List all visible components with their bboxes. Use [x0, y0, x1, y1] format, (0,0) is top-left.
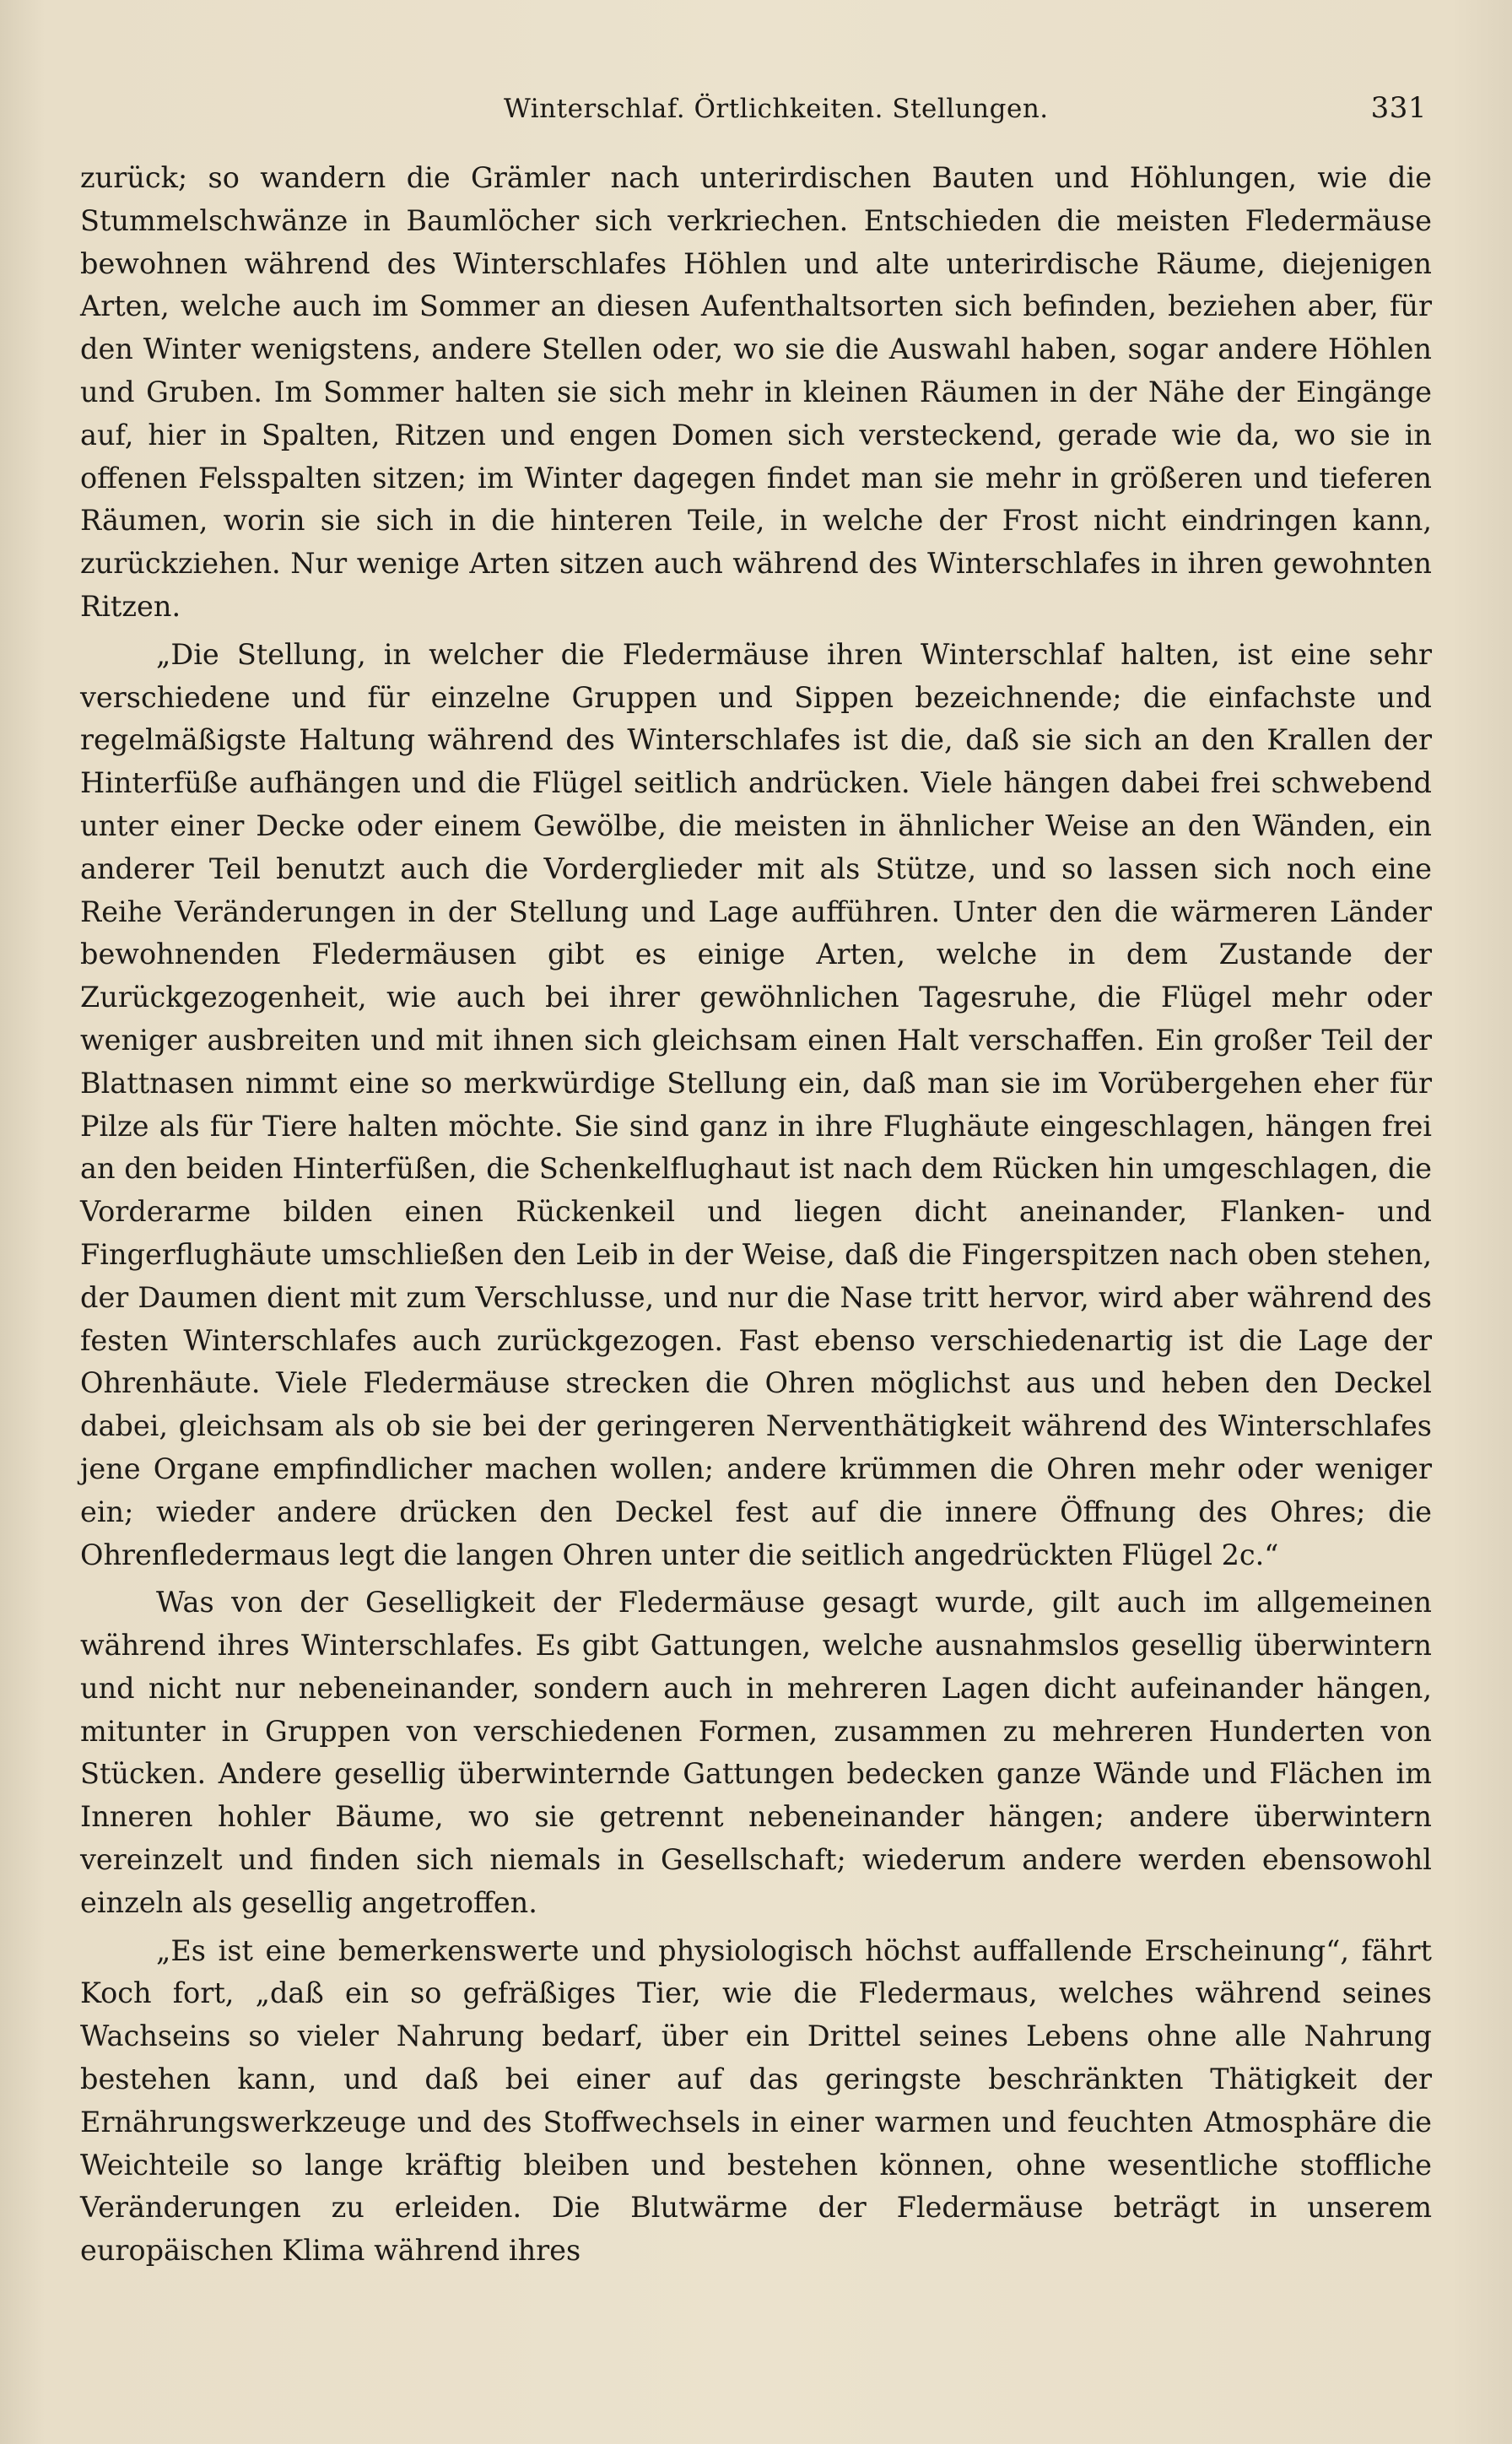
page-header [80, 91, 1432, 135]
paragraph-1: zurück; so wandern die Grämler nach unterirdischen Bauten und Höhlungen, wie die Stummelschwänze in Baumlöcher sich verkriechen. Entschieden die meisten Fledermäuse bewohnen während des Winterschlafes Höhlen und alte unterirdische Räume, diejenigen Arten, welche auch im Sommer an diesen Aufenthaltsorten sich befinden, beziehen aber, für den Winter wenigstens, andere Stellen oder, wo sie die Auswahl haben, sogar andere Höhlen und Gruben. Im Sommer halten sie sich mehr in kleinen Räumen in der Nähe der Eingänge auf, hier in Spalten, Ritzen und engen Domen sich versteckend, gerade wie da, wo sie in offenen Felsspalten sitzen; im Winter dagegen findet man sie mehr in größeren und tieferen Räumen, worin sie sich in die hinteren Teile, in welche der Frost nicht eindringen kann, zurückziehen. Nur wenige Arten sitzen auch während des Winterschlafes in ihren gewohnten Ritzen. [80, 161, 1432, 623]
running-head: Winterschlaf. Örtlichkeiten. Stellungen. [503, 94, 1049, 124]
page-number: 331 [1370, 91, 1427, 125]
paragraph-4: „Es ist eine bemerkenswerte und physiologisch höchst auffallende Erscheinung“, fährt Koch fort, „daß ein so gefräßiges Tier, wie die Fledermaus, welches während seines Wachseins so vieler Nahrung bedarf, über ein Drittel seines Lebens ohne alle Nahrung bestehen kann, und daß bei einer auf das geringste beschränkten Thätigkeit der Ernährungswerkzeuge und des Stoffwechsels in einer warmen und feuchten Atmosphäre die Weichteile so lange kräftig bleiben und bestehen können, ohne wesentliche stoffliche Veränderungen zu erleiden. Die Blutwärme der Fledermäuse beträgt in unserem europäischen Klima während ihres [80, 1933, 1432, 2268]
paragraph-3: Was von der Geselligkeit der Fledermäuse gesagt wurde, gilt auch im allgemeinen während ihres Winterschlafes. Es gibt Gattungen, welche ausnahmslos gesellig überwintern und nicht nur nebeneinander, sondern auch in mehreren Lagen dicht aufeinander hängen, mitunter in Gruppen von verschiedenen Formen, zusammen zu mehreren Hunderten von Stücken. Andere gesellig überwinternde Gattungen bedecken ganze Wände und Flächen im Inneren hohler Bäume, wo sie getrennt nebeneinander hängen; andere überwintern vereinzelt und finden sich niemals in Gesellschaft; wiederum andere werden ebensowohl einzeln als gesellig angetroffen. [80, 1586, 1432, 1919]
paragraph-2: „Die Stellung, in welcher die Fledermäuse ihren Winterschlaf halten, ist eine sehr verschiedene und für einzelne Gruppen und Sippen bezeichnende; die einfachste und regelmäßigste Haltung während des Winterschlafes ist die, daß sie sich an den Krallen der Hinterfüße aufhängen und die Flügel seitlich andrücken. Viele hängen dabei frei schwebend unter einer Decke oder einem Gewölbe, die meisten in ähnlicher Weise an den Wänden, ein anderer Teil benutzt auch die Vorderglieder mit als Stütze, und so lassen sich noch eine Reihe Veränderungen in der Stellung und Lage aufführen. Unter den die wärmeren Länder bewohnenden Fledermäusen gibt es einige Arten, welche in dem Zustande der Zurückgezogenheit, wie auch bei ihrer gewöhnlichen Tagesruhe, die Flügel mehr oder weniger ausbreiten und mit ihnen sich gleichsam einen Halt verschaffen. Ein großer Teil der Blattnasen nimmt eine so merkwürdige Stellung ein, daß man sie im Vorübergehen eher für Pilze als für Tiere halten möchte. Sie sind ganz in ihre Flughäute eingeschlagen, hängen frei an den beiden Hinterfüßen, die Schenkelflughaut ist nach dem Rücken hin umgeschlagen, die Vorderarme bilden einen Rückenkeil und liegen dicht aneinander, Flanken- und Fingerflughäute umschließen den Leib in der Weise, daß die Fingerspitzen nach oben stehen, der Daumen dient mit zum Verschlusse, und nur die Nase tritt hervor, wird aber während des festen Winterschlafes auch zurückgezogen. Fast ebenso verschiedenartig ist die Lage der Ohrenhäute. Viele Fledermäuse strecken die Ohren möglichst aus und heben den Deckel dabei, gleichsam als ob sie bei der geringeren Nerventhätigkeit während des Winterschlafes jene Organe empfindlicher machen wollen; andere krümmen die Ohren mehr oder weniger ein; wieder andere drücken den Deckel fest auf die innere Öffnung des Ohres; die Ohrenfledermaus legt die langen Ohren unter die seitlich angedrückten Flügel 2c.“ [80, 637, 1432, 1571]
body-text [80, 157, 1432, 2273]
